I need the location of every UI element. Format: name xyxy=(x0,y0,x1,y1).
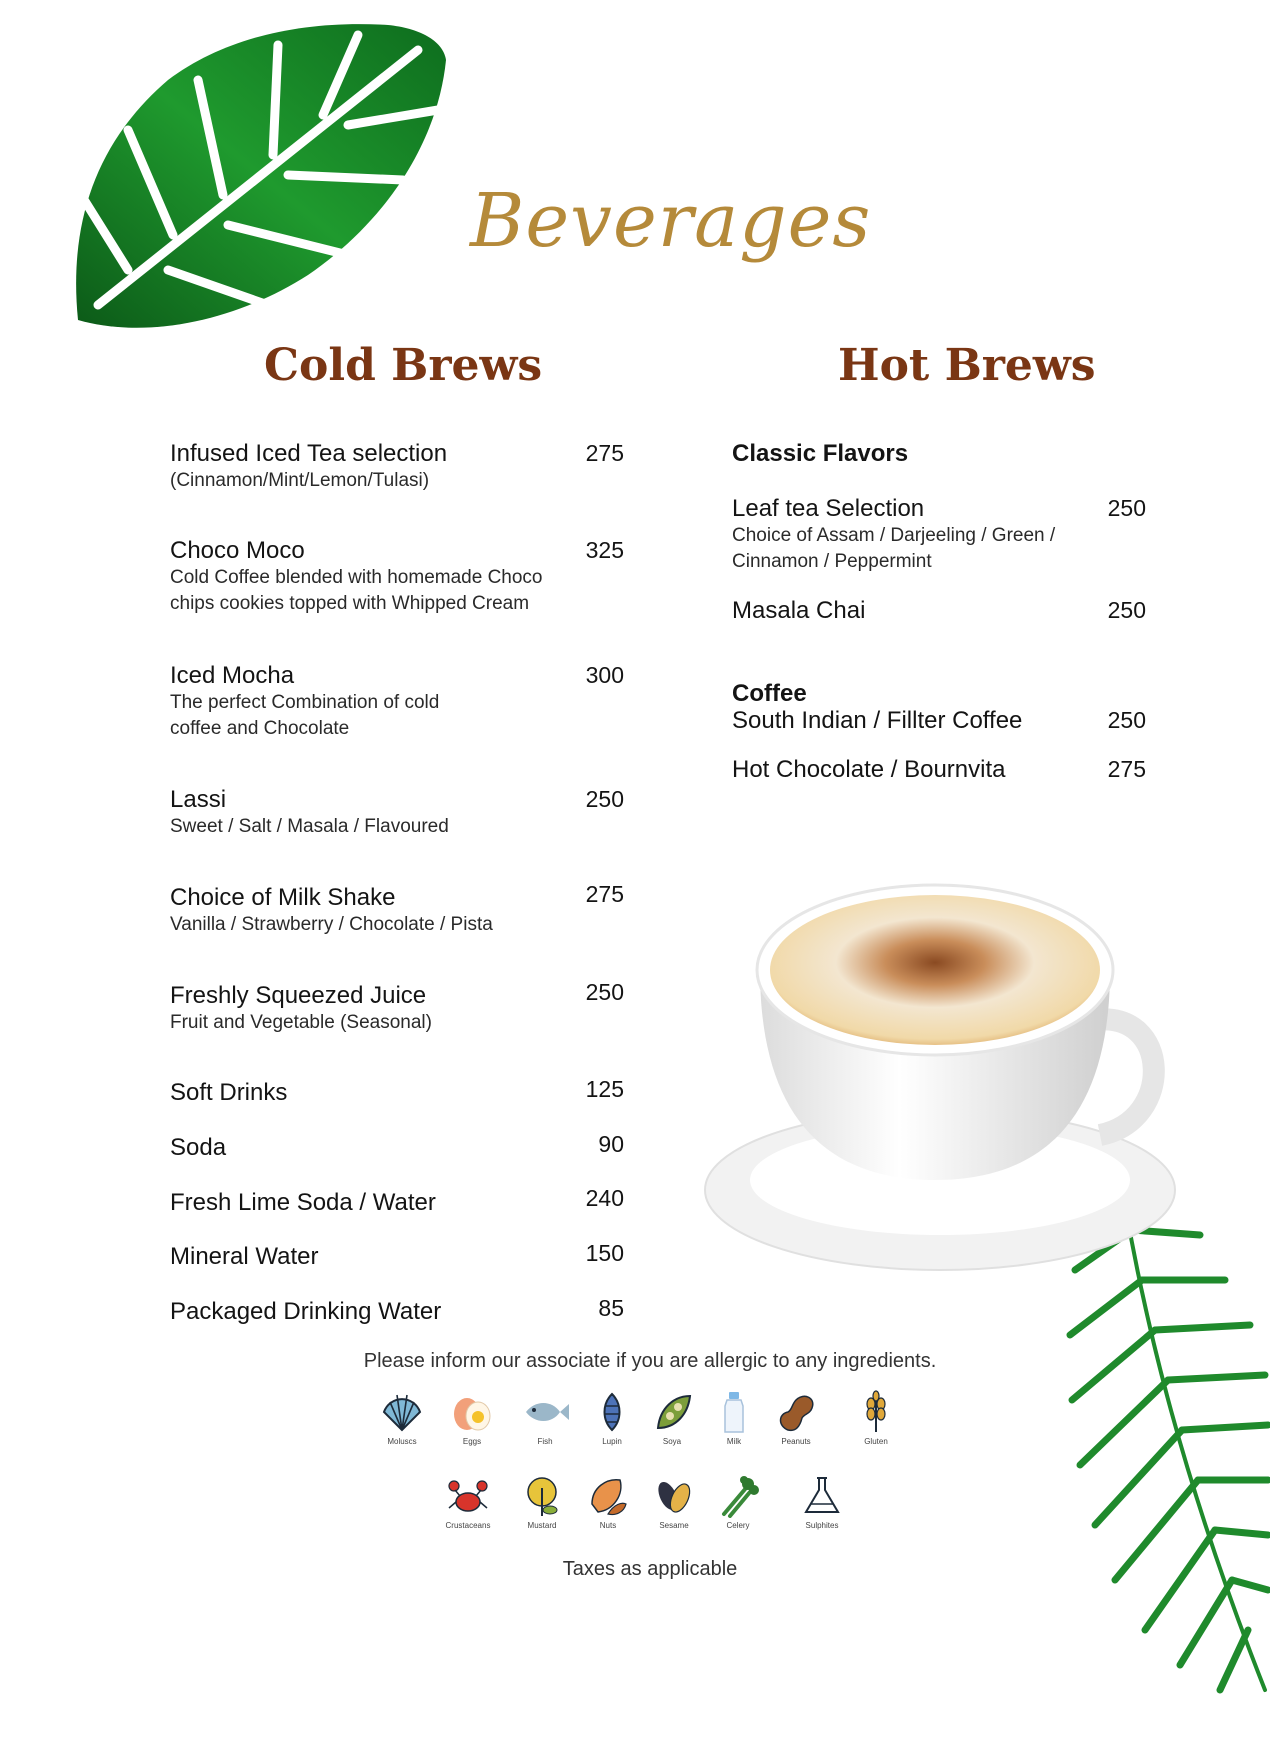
item-price: 240 xyxy=(585,1185,624,1211)
monstera-leaf-icon xyxy=(58,20,448,340)
allergen-label: Moluscs xyxy=(387,1437,417,1446)
item-name: South Indian / Fillter Coffee xyxy=(732,707,1023,734)
sesame-icon xyxy=(652,1474,696,1518)
peanut-icon xyxy=(774,1390,818,1434)
item-name: Infused Iced Tea selection xyxy=(170,440,448,467)
lupin-icon xyxy=(590,1390,634,1434)
item-price: 250 xyxy=(1107,597,1146,623)
item-price: 275 xyxy=(585,440,624,466)
allergen-label: Soya xyxy=(662,1437,682,1446)
allergen-label: Peanuts xyxy=(781,1437,811,1446)
item-desc: Choice of Assam / Darjeeling / Green / Cinnamon / Peppermint xyxy=(732,525,1056,572)
item-price: 325 xyxy=(585,537,624,563)
shell-icon xyxy=(380,1390,424,1434)
coffee-cup-image xyxy=(700,860,1200,1280)
allergen-crustaceans xyxy=(428,1474,508,1530)
item-desc: The perfect Combination of cold coffee and Chocolate xyxy=(170,692,440,739)
list-item xyxy=(170,786,570,840)
item-price: 300 xyxy=(585,662,624,688)
allergen-label: Celery xyxy=(726,1521,750,1530)
list-item xyxy=(170,440,550,494)
item-name: Hot Chocolate / Bournvita xyxy=(732,756,1006,783)
hot-brews-heading: Hot Brews xyxy=(838,340,1096,391)
allergen-label: Sesame xyxy=(659,1521,689,1530)
item-price: 90 xyxy=(598,1131,624,1157)
item-name: Masala Chai xyxy=(732,597,866,624)
item-name: Iced Mocha xyxy=(170,662,295,689)
allergen-label: Crustaceans xyxy=(445,1521,491,1530)
item-name: Leaf tea Selection xyxy=(732,495,925,522)
item-price: 150 xyxy=(585,1240,624,1266)
item-desc: Cold Coffee blended with homemade Choco chips cookies topped with Whipped Cream xyxy=(170,567,543,614)
taxes-note: Taxes as applicable xyxy=(562,1558,738,1580)
allergen-label: Lupin xyxy=(602,1437,622,1446)
milk-bottle-icon xyxy=(712,1390,756,1434)
item-name: Choco Moco xyxy=(170,537,305,564)
list-item xyxy=(170,537,550,617)
list-item xyxy=(732,495,1092,575)
allergen-row-2 xyxy=(428,1474,888,1544)
item-price: 275 xyxy=(1107,756,1146,782)
celery-icon xyxy=(716,1474,760,1518)
item-price: 250 xyxy=(1107,707,1146,733)
allergen-label: Mustard xyxy=(527,1521,557,1530)
item-name: Lassi xyxy=(170,786,227,813)
fish-icon xyxy=(520,1390,570,1434)
item-desc: (Cinnamon/Mint/Lemon/Tulasi) xyxy=(170,470,430,491)
item-price: 85 xyxy=(598,1295,624,1321)
list-item xyxy=(170,982,570,1036)
allergen-label: Nuts xyxy=(599,1521,617,1530)
item-price: 250 xyxy=(585,979,624,1005)
wheat-icon xyxy=(854,1390,898,1434)
allergen-label: Sulphites xyxy=(805,1521,839,1530)
crab-icon xyxy=(446,1474,490,1518)
allergen-celery xyxy=(698,1474,778,1530)
allergen-gluten xyxy=(836,1390,916,1446)
item-desc: Sweet / Salt / Masala / Flavoured xyxy=(170,816,449,837)
item-name: Mineral Water xyxy=(170,1243,319,1270)
allergy-note: Please inform our associate if you are allergic to any ingredients. xyxy=(363,1350,937,1372)
allergen-eggs xyxy=(432,1390,512,1446)
item-desc: Vanilla / Strawberry / Chocolate / Pista xyxy=(170,914,493,935)
item-price: 125 xyxy=(585,1076,624,1102)
flask-icon xyxy=(800,1474,844,1518)
allergen-row-1 xyxy=(362,1390,942,1460)
egg-icon xyxy=(450,1390,494,1434)
list-item xyxy=(170,884,570,938)
nuts-icon xyxy=(586,1474,630,1518)
item-name: Packaged Drinking Water xyxy=(170,1298,442,1325)
item-name: Soda xyxy=(170,1134,227,1161)
cold-brews-heading: Cold Brews xyxy=(264,340,543,391)
item-price: 250 xyxy=(1107,495,1146,521)
item-desc: Fruit and Vegetable (Seasonal) xyxy=(170,1012,432,1033)
item-price: 250 xyxy=(585,786,624,812)
item-name: Choice of Milk Shake xyxy=(170,884,396,911)
allergen-label: Gluten xyxy=(864,1437,888,1446)
mustard-plant-icon xyxy=(520,1474,564,1518)
coffee-heading: Coffee xyxy=(732,680,807,707)
list-item xyxy=(170,662,480,742)
page-title: Beverages xyxy=(470,178,872,264)
allergen-label: Fish xyxy=(537,1437,553,1446)
soya-icon xyxy=(650,1390,694,1434)
allergen-peanuts xyxy=(756,1390,836,1446)
allergen-moluscs xyxy=(362,1390,442,1446)
classic-flavors-heading: Classic Flavors xyxy=(732,440,909,467)
item-name: Soft Drinks xyxy=(170,1079,288,1106)
allergen-label: Eggs xyxy=(462,1437,482,1446)
allergen-sulphites xyxy=(782,1474,862,1530)
allergen-label: Milk xyxy=(726,1437,742,1446)
item-name: Fresh Lime Soda / Water xyxy=(170,1189,436,1216)
item-price: 275 xyxy=(585,881,624,907)
item-name: Freshly Squeezed Juice xyxy=(170,982,427,1009)
